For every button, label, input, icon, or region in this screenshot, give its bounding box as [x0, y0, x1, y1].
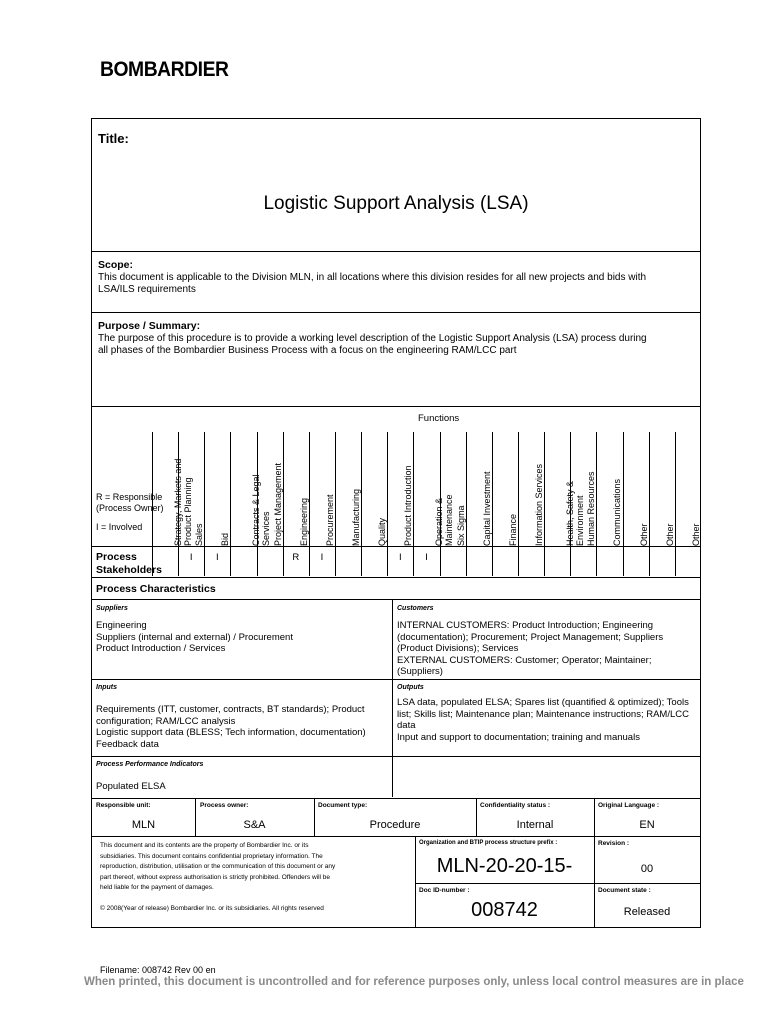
function-column-label: Sales	[194, 523, 205, 546]
document-type-label: Document type:	[318, 802, 368, 809]
title-label: Title:	[98, 131, 129, 146]
function-column-label: Bid	[220, 532, 231, 546]
document-state-label: Document state :	[598, 887, 651, 894]
function-column	[518, 406, 544, 576]
function-column-label: Finance	[507, 513, 518, 546]
functions-legend: R = Responsible (Process Owner) I = Involved	[96, 492, 164, 532]
function-column-label: Quality	[377, 517, 388, 546]
document-frame	[91, 118, 701, 928]
function-column	[361, 406, 387, 576]
function-column-label: Manufacturing	[351, 488, 362, 546]
function-column	[492, 406, 518, 576]
inputs-heading: Inputs	[96, 684, 117, 691]
inputs-text: Requirements (ITT, customer, contracts, BT standards); Product configuration; RAM/LCC analysis Logistic support data (BLESS; Tech information, documentation) Feedback data	[96, 704, 366, 750]
revision-value: 00	[640, 863, 654, 875]
revision-label: Revision :	[598, 840, 630, 847]
function-column-label: Communications	[612, 478, 623, 546]
function-column	[413, 406, 455, 576]
indicators-heading: Process Performance Indicators	[96, 761, 204, 768]
function-column-label: Other	[690, 523, 701, 546]
legal-notice: This document and its contents are the property of Bombardier Inc. or its subsidiaries. This document contains confidential proprietary information. The reproduction, distribution, utilisation or the communication of this document or any part thereof, without express authorisation is strictly prohibited. Offenders will be held liable for the payment of damages. © 2008(Year of release) Bombardier Inc. or its subsidiaries. All rights reserved	[100, 842, 336, 912]
function-column-label: Other	[664, 523, 675, 546]
function-column-label: Procurement	[324, 494, 335, 546]
process-owner-value: S&A	[243, 819, 266, 831]
customers-text: INTERNAL CUSTOMERS: Product Introduction; Engineering (documentation); Procurement; Project Management; Suppliers (Product Divisions); Services EXTERNAL CUSTOMERS: Customer; Operator; Maintainer; (Suppliers)	[397, 620, 664, 677]
responsible-unit-value: MLN	[131, 819, 156, 831]
function-column	[204, 406, 230, 576]
footer-filename: Filename: 008742 Rev 00 en	[100, 965, 216, 975]
functions-heading: Functions	[418, 413, 460, 424]
footer-note: When printed, this document is uncontrolled and for reference purposes only, unless local control measures are in place	[84, 976, 744, 988]
function-column-label: Operation & Maintenance	[434, 494, 455, 546]
language-value: EN	[639, 819, 655, 831]
customers-heading: Customers	[397, 605, 434, 612]
suppliers-text: Engineering Suppliers (internal and external) / Procurement Product Introduction / Services	[96, 620, 293, 654]
function-column-label: Product Introduction	[403, 465, 414, 546]
function-column-label: Human Resources	[586, 471, 597, 546]
prefix-label: Organization and BTIP process structure prefix :	[419, 840, 558, 846]
function-column	[596, 406, 622, 576]
function-column-label: Other	[638, 523, 649, 546]
function-column	[466, 406, 492, 576]
function-column-value: I	[320, 552, 324, 563]
doc-id-label: Doc ID-number :	[419, 887, 470, 894]
doc-id-value: 008742	[471, 899, 538, 921]
functions-matrix	[152, 406, 701, 576]
function-column	[178, 406, 204, 576]
function-column-label: Engineering	[298, 497, 309, 546]
document-title: Logistic Support Analysis (LSA)	[263, 193, 529, 214]
characteristics-heading: Process Characteristics	[96, 583, 216, 595]
purpose-text: The purpose of this procedure is to provide a working level description of the Logistic Support Analysis (LSA) process during all phases of the Bombardier Business Process with a focus on the engineering RAM/LCC part	[98, 333, 647, 356]
stakeholders-label: Process Stakeholders	[96, 551, 162, 576]
document-type-value: Procedure	[369, 819, 421, 831]
purpose-heading: Purpose / Summary:	[98, 320, 201, 332]
function-column	[230, 406, 272, 576]
function-column-label: Information Services	[534, 463, 545, 546]
function-column-label: Capital Investment	[481, 471, 492, 546]
function-column-value: I	[425, 552, 428, 563]
scope-heading: Scope:	[98, 259, 134, 271]
outputs-heading: Outputs	[397, 684, 424, 691]
suppliers-heading: Suppliers	[96, 605, 128, 612]
outputs-text: LSA data, populated ELSA; Spares list (quantified & optimized); Tools list; Skills list; Maintenance plan; Maintenance instructions; RAM/LCC data Input and support to documentation; training and manuals	[397, 697, 689, 743]
function-column	[675, 406, 701, 576]
function-column	[649, 406, 675, 576]
process-owner-label: Process owner:	[200, 802, 249, 809]
function-column-value: R	[292, 552, 300, 563]
function-column	[152, 406, 194, 576]
scope-text: This document is applicable to the Division MLN, in all locations where this division resides for all new projects and bids with LSA/ILS requirements	[98, 272, 647, 295]
function-column	[440, 406, 466, 576]
language-label: Original Language :	[598, 802, 660, 809]
function-column-value: I	[399, 552, 402, 563]
function-column	[257, 406, 283, 576]
indicators-text: Populated ELSA	[96, 781, 166, 792]
function-column	[570, 406, 596, 576]
function-column	[309, 406, 335, 576]
confidentiality-value: Internal	[516, 819, 554, 831]
function-column	[387, 406, 413, 576]
function-column-label: Project Management	[272, 462, 283, 546]
function-column	[335, 406, 361, 576]
confidentiality-label: Confidentiality status :	[480, 802, 551, 809]
function-column-value: I	[216, 552, 219, 563]
function-column-value: I	[189, 552, 193, 563]
function-column	[544, 406, 586, 576]
responsible-unit-label: Responsible unit:	[96, 802, 151, 809]
function-column-label: Strategy, Markets and Product Planning	[173, 458, 194, 546]
function-column	[283, 406, 309, 576]
function-column-label: Contracts & Legal Services	[251, 474, 272, 546]
bombardier-logo: BOMBARDIER	[100, 58, 229, 81]
prefix-value: MLN-20-20-15-	[436, 855, 573, 877]
function-column-label: Six Sigma	[455, 505, 466, 546]
function-column	[623, 406, 649, 576]
document-state-value: Released	[623, 906, 671, 918]
function-column-label: Health, Safety & Environment	[565, 480, 586, 546]
